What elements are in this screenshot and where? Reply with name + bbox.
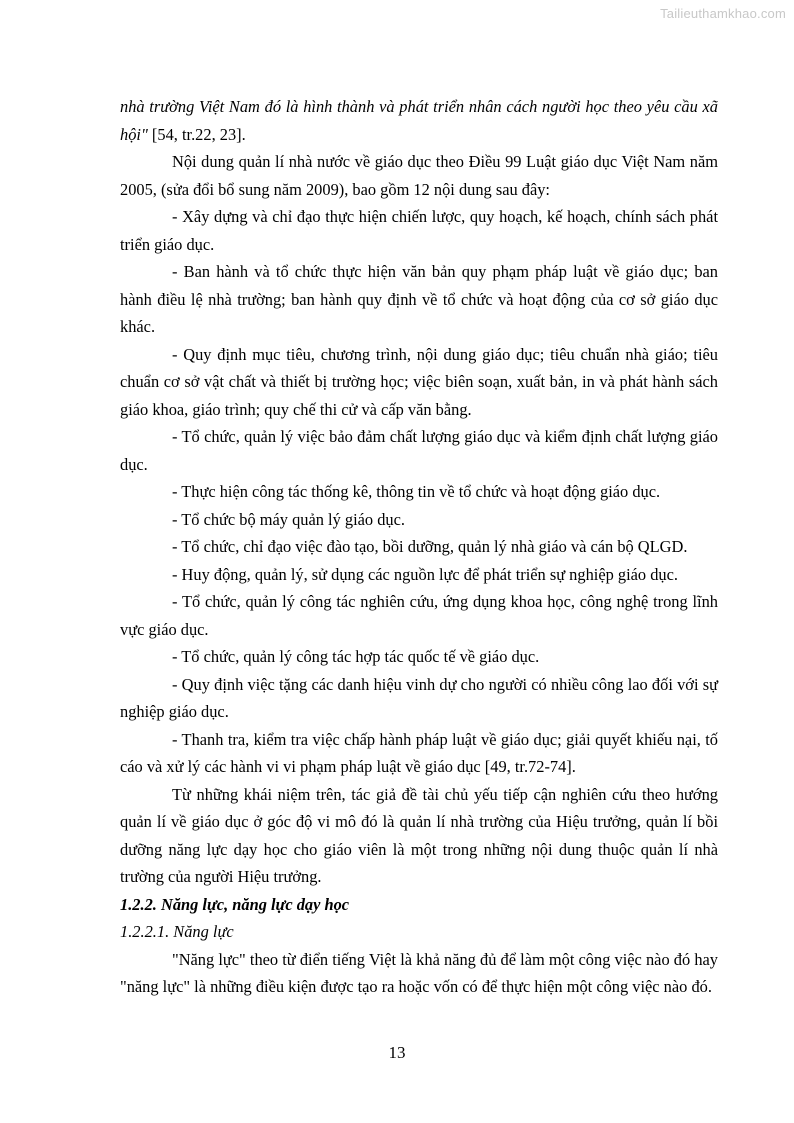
list-item: - Xây dựng và chỉ đạo thực hiện chiến lược, quy hoạch, kế hoạch, chính sách phát triển giáo dục.	[120, 207, 718, 254]
paragraph-intro: Nội dung quản lí nhà nước về giáo dục theo Điều 99 Luật giáo dục Việt Nam năm 2005, (sửa đổi bổ sung năm 2009), bao gồm 12 nội dung sau đây:	[120, 152, 718, 199]
section-heading: 1.2.2. Năng lực, năng lực dạy học	[120, 894, 350, 914]
watermark-text: Tailieuthamkhao.com	[660, 6, 786, 21]
list-item: - Thanh tra, kiểm tra việc chấp hành pháp luật về giáo dục; giải quyết khiếu nại, tố cáo và xử lý các hành vi vi phạm pháp luật về giáo dục [49, tr.72-74].	[120, 729, 718, 776]
list-item: - Quy định việc tặng các danh hiệu vinh dự cho người có nhiều công lao đối với sự nghiệp giáo dục.	[120, 674, 718, 721]
paragraph-conclusion: Từ những khái niệm trên, tác giả đề tài chủ yếu tiếp cận nghiên cứu theo hướng quản lí về giáo dục ở góc độ vi mô đó là quản lí nhà trường của Hiệu trưởng, quản lí bồi dưỡng năng lực dạy học cho giáo viên là một trong những nội dung thuộc quản lí nhà trường của người Hiệu trưởng.	[120, 784, 718, 886]
list-item: - Huy động, quản lý, sử dụng các nguồn lực để phát triển sự nghiệp giáo dục.	[172, 564, 678, 584]
subsection-heading: 1.2.2.1. Năng lực	[120, 922, 234, 941]
list-item: - Quy định mục tiêu, chương trình, nội dung giáo dục; tiêu chuẩn nhà giáo; tiêu chuẩn cơ sở vật chất và thiết bị trường học; việc biên soạn, xuất bản, in và phát hành sách giáo khoa, giáo trình; quy chế thi cử và cấp văn bằng.	[120, 344, 718, 419]
list-item: - Tổ chức, quản lý công tác nghiên cứu, ứng dụng khoa học, công nghệ trong lĩnh vực giáo dục.	[120, 592, 718, 639]
page-number: 13	[388, 1043, 406, 1062]
list-item: - Tổ chức, quản lý công tác hợp tác quốc tế về giáo dục.	[172, 647, 540, 666]
document-body	[120, 93, 718, 1001]
list-item: - Tổ chức, quản lý việc bảo đảm chất lượng giáo dục và kiểm định chất lượng giáo dục.	[120, 427, 718, 474]
citation: [54, tr.22, 23].	[147, 124, 246, 144]
list-item: - Tổ chức, chỉ đạo việc đào tạo, bồi dưỡng, quản lý nhà giáo và cán bộ QLGD.	[172, 537, 688, 556]
list-item: - Thực hiện công tác thống kê, thông tin về tổ chức và hoạt động giáo dục.	[172, 482, 661, 501]
paragraph-definition: "Năng lực" theo từ điển tiếng Việt là khả năng đủ để làm một công việc nào đó hay "năng lực" là những điều kiện được tạo ra hoặc vốn có để thực hiện một công việc nào đó.	[120, 949, 718, 996]
quote-text: nhà trường Việt Nam đó là hình thành và phát triển nhân cách người học theo yêu cầu xã hội"	[120, 97, 718, 144]
list-item: - Ban hành và tổ chức thực hiện văn bản quy phạm pháp luật về giáo dục; ban hành điều lệ nhà trường; ban hành quy định về tổ chức và hoạt động của cơ sở giáo dục khác.	[120, 262, 718, 336]
paragraph-continuation	[120, 93, 718, 148]
list-item: - Tổ chức bộ máy quản lý giáo dục.	[172, 509, 405, 529]
